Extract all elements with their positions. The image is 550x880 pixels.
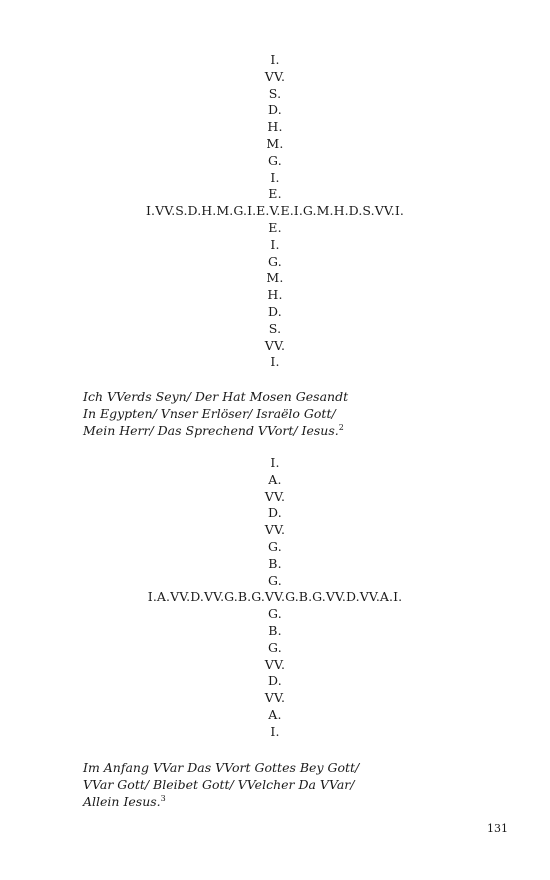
cross-2-top-line: D. bbox=[268, 505, 282, 521]
verse-1-line bbox=[83, 422, 483, 439]
footnote-marker: 2 bbox=[338, 422, 344, 432]
cross-1-top-line: E. bbox=[268, 186, 282, 202]
cross-1-top-line: H. bbox=[267, 119, 283, 135]
page-number: 131 bbox=[487, 822, 508, 835]
cross-2-bottom-line: I. bbox=[270, 723, 280, 739]
cross-2-top-line: I. bbox=[270, 455, 280, 470]
cross-1-bottom-line: E. bbox=[268, 219, 282, 235]
cross-2-top-line: VV. bbox=[264, 488, 286, 504]
cross-1-bottom-line: M. bbox=[266, 270, 284, 286]
cross-2-top-line: VV. bbox=[264, 522, 286, 538]
footnote-marker: 3 bbox=[160, 793, 166, 803]
cross-1-top-line: G. bbox=[268, 152, 282, 168]
cross-1-bottom-line: I. bbox=[270, 236, 280, 252]
cross-1-top-line: M. bbox=[266, 135, 284, 151]
verse-2-line-text: Allein Iesus. bbox=[83, 794, 161, 809]
verse-1-line-text: Mein Herr/ Das Sprechend VVort/ Iesus. bbox=[83, 423, 339, 438]
cross-1-bottom-line: VV. bbox=[264, 337, 286, 353]
cross-1-bottom-line: I. bbox=[270, 354, 280, 370]
cross-2-bottom-line: VV. bbox=[264, 690, 286, 706]
cross-1-top-line: I. bbox=[270, 52, 280, 67]
cross-2-bottom-line: A. bbox=[268, 706, 282, 722]
cross-1-top-line: D. bbox=[268, 102, 282, 118]
verse-1-line: Ich VVerds Seyn/ Der Hat Mosen Gesandt bbox=[83, 389, 349, 404]
cross-2-top-line: G. bbox=[268, 538, 282, 554]
verse-2-line: Im Anfang VVar Das VVort Gottes Bey Gott/ bbox=[83, 760, 360, 775]
cross-2-bottom-line: G. bbox=[268, 639, 282, 655]
verse-2-line bbox=[83, 793, 483, 810]
cross-1-horizontal-line: I.VV.S.D.H.M.G.I.E.V.E.I.G.M.H.D.S.VV.I. bbox=[146, 203, 404, 219]
cross-2-bottom-line: G. bbox=[268, 606, 282, 622]
cross-2-horizontal-line: I.A.VV.D.VV.G.B.G.VV.G.B.G.VV.D.VV.A.I. bbox=[147, 589, 403, 605]
acrostic-cross-2 bbox=[0, 455, 550, 741]
cross-1-top-line: S. bbox=[268, 85, 282, 101]
cross-2-top-line: G. bbox=[268, 572, 282, 588]
cross-2-bottom-line: D. bbox=[268, 673, 282, 689]
cross-2-top-line: A. bbox=[268, 471, 282, 487]
cross-2-top-line: B. bbox=[268, 555, 282, 571]
cross-1-bottom-line: G. bbox=[268, 253, 282, 269]
acrostic-cross-1 bbox=[0, 52, 550, 371]
verse-2 bbox=[83, 759, 483, 810]
verse-1-line: In Egypten/ Vnser Erlöser/ Israëlo Gott/ bbox=[83, 406, 336, 421]
verse-1 bbox=[83, 388, 483, 439]
cross-2-bottom-line: VV. bbox=[264, 656, 286, 672]
cross-1-bottom-line: S. bbox=[268, 320, 282, 336]
cross-1-top-line: I. bbox=[270, 169, 280, 185]
verse-2-line: VVar Gott/ Bleibet Gott/ VVelcher Da VVar/ bbox=[83, 777, 355, 792]
cross-1-bottom-line: H. bbox=[267, 287, 283, 303]
cross-1-bottom-line: D. bbox=[268, 303, 282, 319]
cross-2-bottom-line: B. bbox=[268, 622, 282, 638]
cross-1-top-line: VV. bbox=[264, 68, 286, 84]
